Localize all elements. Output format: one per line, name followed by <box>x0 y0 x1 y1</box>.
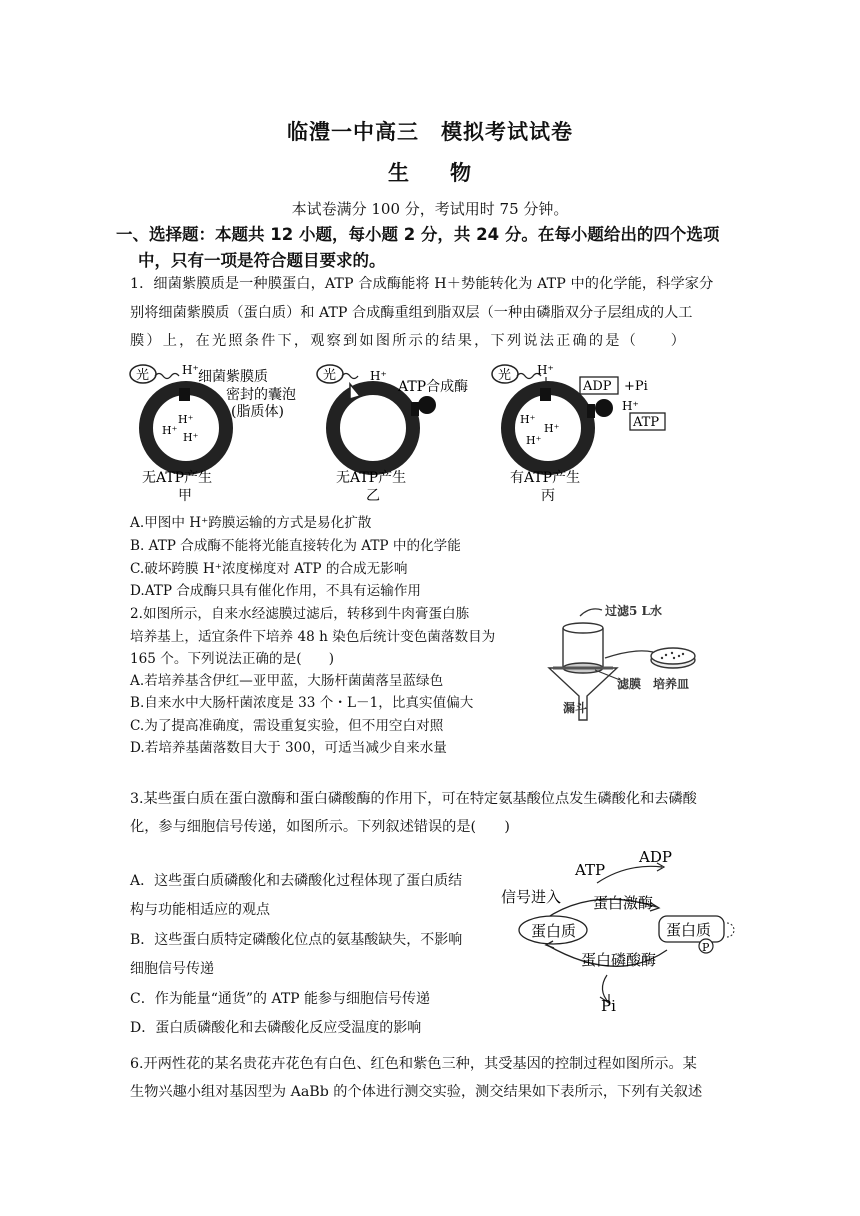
q1-option-a: A.甲图中 H⁺跨膜运输的方式是易化扩散 <box>130 515 372 531</box>
signal-label: 信号进入 <box>501 888 562 906</box>
q2-option-a: A.若培养基含伊红—亚甲蓝，大肠杆菌菌落呈蓝绿色 <box>130 673 444 689</box>
h-ion-label: H⁺ <box>162 424 178 437</box>
label-dish: 培养皿 <box>653 677 690 691</box>
subject-title <box>0 157 860 187</box>
section-heading-line2: 中，只有一项是符合题目要求的。 <box>138 251 386 270</box>
section-heading-line1: 一、选择题：本题共 12 小题，每小题 2 分，共 24 分。在每小题给出的四个选项 <box>116 225 720 244</box>
q3-option-c: C．作为能量“通货”的 ATP 能参与细胞信号传递 <box>130 991 431 1007</box>
label-vesicle-text-1: 密封的囊泡 <box>226 387 296 403</box>
h-ion-label: H⁺ <box>526 434 542 447</box>
light-label-jia: 光 <box>136 368 150 383</box>
label-yi: 乙 <box>366 488 380 504</box>
q1-option-c: C.破坏跨膜 H⁺浓度梯度对 ATP 的合成无影响 <box>130 561 408 577</box>
h-ion-label: H⁺ <box>182 363 199 377</box>
result-jia: 无ATP产生 <box>142 470 213 486</box>
label-vesicle-text-2: (脂质体) <box>231 404 284 420</box>
q3-option-b-cont: 细胞信号传递 <box>130 961 214 977</box>
exam-title: 临澧一中高三 模拟考试试卷 <box>287 120 573 144</box>
h-ion-label: H⁺ <box>520 413 536 426</box>
subject-char-a: 生 <box>388 161 410 185</box>
pi-label: Pi <box>601 997 616 1015</box>
h-ion-label: H⁺ <box>622 399 639 413</box>
q3-option-a-cont: 构与功能相适应的观点 <box>130 902 270 918</box>
protein-left-label: 蛋白质 <box>531 922 577 940</box>
q3-line2: 化，参与细胞信号传递，如图所示。下列叙述错误的是( ) <box>130 819 510 835</box>
atp-label: ATP <box>575 861 606 879</box>
section-heading <box>116 222 746 274</box>
pi-label: +Pi <box>624 379 648 394</box>
q2-filter-figure <box>545 598 720 733</box>
light-label-bing: 光 <box>498 368 512 383</box>
label-atp-synthase: ATP合成酶 <box>398 379 469 395</box>
q2-option-d: D.若培养基菌落数目大于 300，可适当减少自来水量 <box>130 740 447 756</box>
h-ion-label: H⁺ <box>544 422 560 435</box>
liposome-bing <box>492 363 665 504</box>
q2-line3: 165 个。下列说法正确的是( ) <box>130 651 334 667</box>
q1-line2: 别将细菌紫膜质（蛋白质）和 ATP 合成酶重组到脂双层（一种由磷脂双分子层组成的人工 <box>130 305 693 321</box>
q1-option-b: B. ATP 合成酶不能将光能直接转化为 ATP 中的化学能 <box>130 538 461 554</box>
q6-line1: 6.开两性花的某名贵花卉花色有白色、红色和紫色三种，其受基因的控制过程如图所示。某 <box>130 1056 697 1072</box>
exam-note: 本试卷满分 100 分，考试用时 75 分钟。 <box>291 200 569 218</box>
q2-line2: 培养基上，适宜条件下培养 48 h 染色后统计变色菌落数目为 <box>130 629 496 645</box>
q1-line1: 1．细菌紫膜质是一种膜蛋白，ATP 合成酶能将 H＋势能转化为 ATP 中的化学能，科学家分 <box>130 276 714 292</box>
label-filter-water: 过滤5 L水 <box>605 604 662 618</box>
label-funnel: 漏斗 <box>563 701 588 715</box>
result-bing: 有ATP产生 <box>510 470 581 486</box>
adp-box-label: ADP <box>583 379 612 394</box>
phosphate-p-label: P <box>702 941 710 954</box>
light-label-yi: 光 <box>323 368 337 383</box>
purple-membrane-protein-jia <box>179 388 190 401</box>
subject-char-b: 物 <box>450 161 472 185</box>
label-bing: 丙 <box>541 488 555 504</box>
phosphatase-label: 蛋白磷酸酶 <box>581 951 657 969</box>
protein-right-label: 蛋白质 <box>666 921 712 939</box>
q3-option-b: B．这些蛋白质特定磷酸化位点的氨基酸缺失，不影响 <box>130 932 463 948</box>
q3-option-a: A．这些蛋白质磷酸化和去磷酸化过程体现了蛋白质结 <box>130 873 463 889</box>
q3-line1: 3.某些蛋白质在蛋白激酶和蛋白磷酸酶的作用下，可在特定氨基酸位点发生磷酸化和去磷酸 <box>130 791 697 807</box>
q6-line2: 生物兴趣小组对基因型为 AaBb 的个体进行测交实验，测交结果如下表所示，下列有关叙述 <box>130 1084 703 1100</box>
label-protein-text: 细菌紫膜质 <box>198 369 268 385</box>
atp-synthase-head-bing <box>595 399 613 417</box>
q2-option-c: C.为了提高准确度，需设重复实验，但不用空白对照 <box>130 718 444 734</box>
h-ion-label: H⁺ <box>370 369 387 383</box>
q1-line3: 膜）上，在光照条件下，观察到如图所示的结果，下列说法正确的是（ ） <box>130 333 688 349</box>
q1-option-d: D.ATP 合成酶只具有催化作用，不具有运输作用 <box>130 583 422 599</box>
q1-liposome-figure <box>128 360 718 505</box>
kinase-label: 蛋白激酶 <box>593 894 654 912</box>
h-ion-label: H⁺ <box>537 363 554 377</box>
adp-label: ADP <box>639 848 672 866</box>
petri-dish-icon <box>651 648 695 664</box>
q3-phosphorylation-figure <box>497 845 747 1020</box>
liposome-jia <box>130 363 296 504</box>
label-membrane: 滤膜 <box>617 677 642 691</box>
q2-option-b: B.自来水中大肠杆菌浓度是 33 个・L－1，比真实值偏大 <box>130 695 474 711</box>
label-jia: 甲 <box>178 488 192 504</box>
liposome-yi <box>317 365 468 504</box>
result-yi: 无ATP产生 <box>336 470 407 486</box>
q3-option-d: D．蛋白质磷酸化和去磷酸化反应受温度的影响 <box>130 1020 422 1036</box>
h-ion-label: H⁺ <box>183 431 199 444</box>
h-ion-label: H⁺ <box>178 413 194 426</box>
q2-line1: 2.如图所示，自来水经滤膜过滤后，转移到牛肉膏蛋白胨 <box>130 606 470 622</box>
atp-box-label: ATP <box>633 415 660 430</box>
atp-synthase-head-yi <box>418 396 436 414</box>
